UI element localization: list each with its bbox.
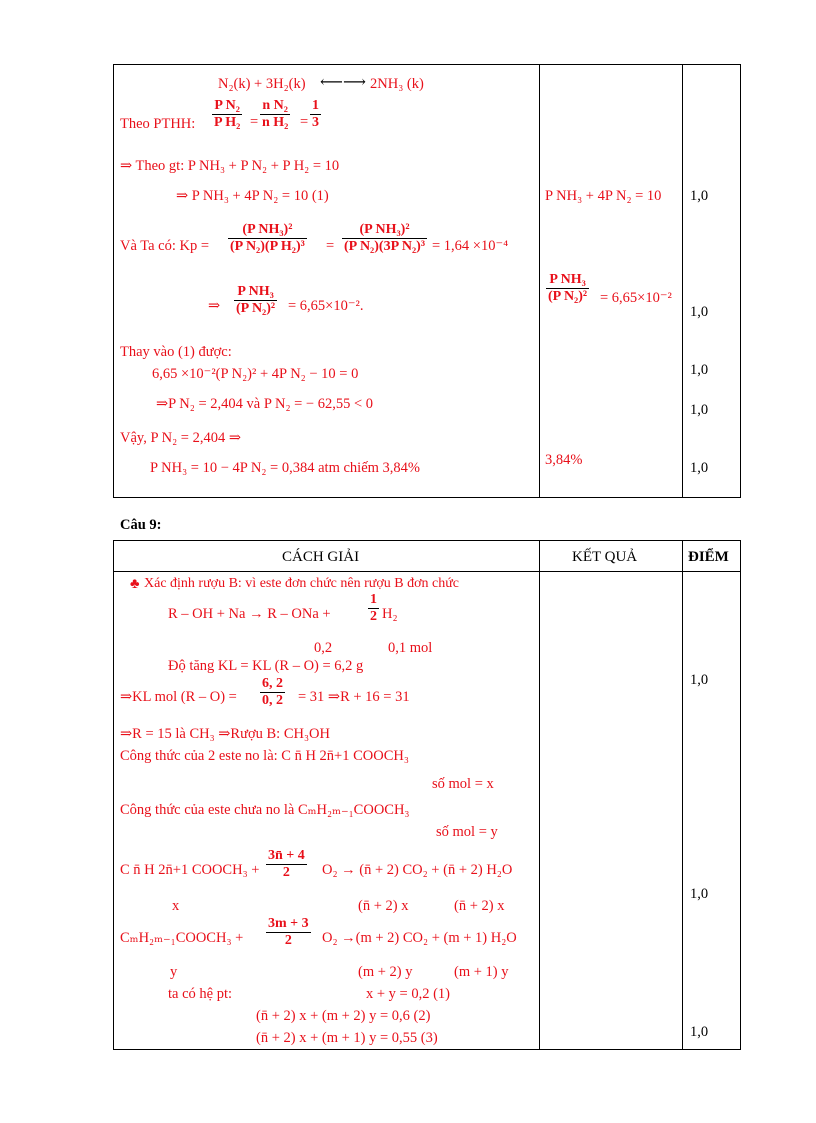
result-ratio-value: = 6,65×10⁻² [600, 290, 672, 306]
kp-fraction-2: (P NH₃)² (P N₂)(3P N₂)³ [344, 222, 426, 254]
header-method: CÁCH GIẢI [282, 549, 360, 565]
quadratic-equation: 6,65 ×10⁻²(P N₂)² + 4P N₂ − 10 = 0 [152, 366, 359, 382]
system-eq-3: (n̄ + 2) x + (m + 1) y = 0,55 (3) [256, 1030, 438, 1046]
saturated-ester-formula: Công thức của 2 este no là: C n̄ H 2n̄+1 COOCH₃ [120, 748, 409, 764]
alcohol-conclusion: ⇒R = 15 là CH₃ ⇒Rượu B: CH₃OH [120, 726, 330, 742]
column-divider [682, 541, 683, 1049]
ratio-value-fraction: 1 3 [312, 98, 319, 130]
molar-mass-right: = 31 ⇒R + 16 = 31 [298, 689, 410, 705]
column-divider [539, 65, 540, 497]
half-fraction: 1 2 [370, 592, 377, 624]
score: 1,0 [690, 362, 709, 378]
mol-x-label: số mol = x [432, 776, 494, 792]
header-result: KẾT QUẢ [572, 549, 638, 565]
system-label: ta có hệ pt: [168, 986, 233, 1002]
kp-fraction-1: (P NH₃)² (P N₂)(P H₂)³ [230, 222, 305, 254]
score: 1,0 [690, 886, 709, 902]
header-score: ĐIỂM [688, 549, 729, 565]
quadratic-roots: ⇒P N₂ = 2,404 và P N₂ = − 62,55 < 0 [156, 396, 374, 412]
equals-sign: = [300, 114, 309, 130]
ratio2-fraction: P NH₃ (P N₂)² [236, 284, 276, 316]
table-solution [113, 540, 741, 1050]
reaction-3-co2-mol: (m + 2) y [358, 964, 413, 980]
line-equation-1: ⇒ P NH₃ + 4P N₂ = 10 (1) [176, 188, 329, 204]
equals-sign: = [326, 238, 335, 254]
score: 1,0 [690, 188, 709, 204]
mol-y-label: số mol = y [436, 824, 498, 840]
table-equilibrium [113, 64, 741, 498]
result-percent: 3,84% [545, 452, 583, 468]
oxygen-coefficient-fraction: 3m + 3 2 [268, 916, 309, 948]
club-bullet-icon: ♣ [130, 576, 140, 592]
theo-pthh-label: Theo PTHH: [120, 116, 196, 132]
score: 1,0 [690, 1024, 709, 1040]
reaction-2-right: O₂ → (n̄ + 2) CO₂ + (n̄ + 2) H₂O [322, 862, 513, 878]
score: 1,0 [690, 460, 709, 476]
reaction-2-x: x [172, 898, 180, 914]
final-answer: P NH₃ = 10 − 4P N₂ = 0,384 atm chiếm 3,84% [150, 460, 420, 476]
ratio-n-fraction: n N₂ n H₂ [262, 98, 289, 130]
equals-sign: = [250, 114, 259, 130]
reaction-1-right: H₂ [382, 606, 398, 622]
score: 1,0 [690, 672, 709, 688]
result-equation-1: P NH₃ + 4P N₂ = 10 [545, 188, 662, 204]
reaction-3-h2o-mol: (m + 1) y [454, 964, 509, 980]
reaction-3-y: y [170, 964, 178, 980]
mass-increase-line: Độ tăng KL = KL (R – O) = 6,2 g [168, 658, 364, 674]
ratio2-value: = 6,65×10⁻². [288, 298, 364, 314]
mol-value: 0,1 mol [388, 640, 433, 656]
oxygen-coefficient-fraction: 3n̄ + 4 2 [268, 848, 305, 880]
system-eq-1: x + y = 0,2 (1) [366, 986, 451, 1002]
reaction-2-h2o-mol: (n̄ + 2) x [454, 898, 505, 914]
reaction-1-left: R – OH + Na → R – ONa + [168, 606, 331, 622]
equilibrium-arrow-icon: ⟵⟶ [320, 74, 366, 91]
reaction-product: 2NH₃ (k) [370, 76, 424, 92]
unsaturated-ester-formula: Công thức của este chưa no là CₘH₂ₘ₋₁COOCH₃ [120, 802, 410, 818]
line-given: ⇒ Theo gt: P NH₃ + P N₂ + P H₂ = 10 [120, 158, 340, 174]
reaction-2-co2-mol: (n̄ + 2) x [358, 898, 409, 914]
mol-value: 0,2 [314, 640, 333, 656]
score: 1,0 [690, 304, 709, 320]
kp-label: Và Ta có: Kp = [120, 238, 210, 254]
result-ratio-fraction: P NH₃ (P N₂)² [548, 272, 588, 304]
reaction-3-left: CₘH₂ₘ₋₁COOCH₃ + [120, 930, 244, 946]
kp-value: = 1,64 ×10⁻⁴ [432, 238, 509, 254]
question-label: Câu 9: [120, 517, 162, 533]
substitute-label: Thay vào (1) được: [120, 344, 232, 360]
reaction-2-left: C n̄ H 2n̄+1 COOCH₃ + [120, 862, 260, 878]
intro-line: Xác định rượu B: vì este đơn chức nên rượu B đơn chức [144, 576, 460, 591]
conclusion-line: Vậy, P N₂ = 2,404 ⇒ [120, 430, 241, 446]
header-divider [114, 571, 740, 572]
score: 1,0 [690, 402, 709, 418]
reaction-reactants: N₂(k) + 3H₂(k) [218, 76, 306, 92]
molar-mass-fraction: 6, 2 0, 2 [262, 676, 283, 708]
implies-arrow: ⇒ [208, 298, 221, 314]
ratio-p-fraction: P N₂ P H₂ [214, 98, 241, 130]
column-divider [539, 541, 540, 1049]
column-divider [682, 65, 683, 497]
molar-mass-left: ⇒KL mol (R – O) = [120, 689, 237, 705]
system-eq-2: (n̄ + 2) x + (m + 2) y = 0,6 (2) [256, 1008, 431, 1024]
reaction-3-right: O₂ →(m + 2) CO₂ + (m + 1) H₂O [322, 930, 517, 946]
